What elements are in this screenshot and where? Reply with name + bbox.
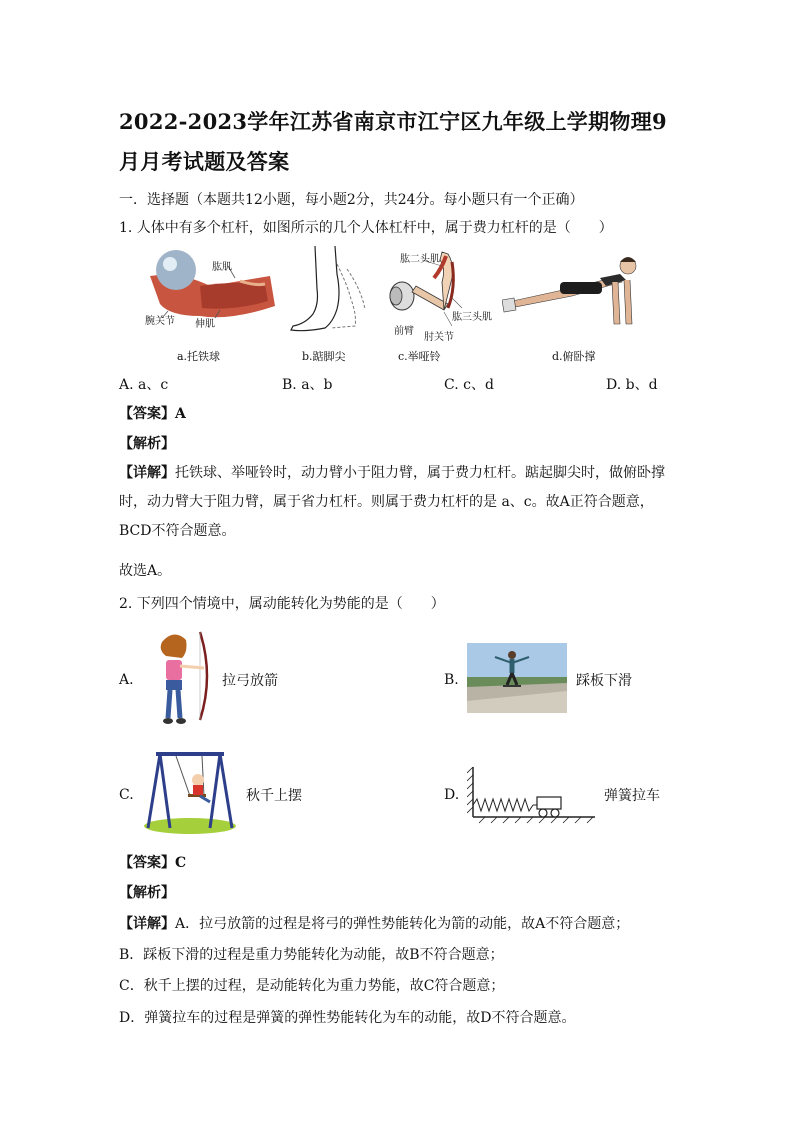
label-elbow-joint: 肘关节: [424, 332, 454, 343]
q2-option-c-letter[interactable]: C.: [119, 787, 134, 803]
swing-figure: [142, 750, 237, 835]
pushup-figure: [502, 252, 650, 332]
skateboard-photo: [467, 643, 567, 713]
q2-detail-a-text: A．拉弓放箭的过程是将弓的弹性势能转化为箭的动能，故A不符合题意；: [175, 916, 630, 932]
label-wrist-joint: 腕关节: [145, 316, 175, 327]
q1-stem: 1. 人体中有多个杠杆，如图所示的几个人体杠杆中，属于费力杠杆的是（ ）: [119, 220, 613, 236]
q1-conclusion: 故选A。: [119, 563, 172, 579]
q2-detail-c: C．秋千上摆的过程，是动能转化为重力势能，故C符合题意；: [119, 978, 505, 994]
q2-analysis: 【解析】: [119, 885, 175, 901]
q2-option-b-text: 踩板下滑: [576, 673, 632, 689]
q1-option-a[interactable]: A. a、c: [119, 377, 169, 393]
q1-answer: 【答案】A: [119, 406, 186, 422]
caption-d: d.俯卧撑: [552, 350, 596, 363]
q1-detail-text: 托铁球、举哑铃时，动力臂小于阻力臂，属于费力杠杆。踮起脚尖时，做俯卧撑时，动力臂大于阻力臂，属于省力杠杆。则属于费力杠杆的是 a、c。故A正符合题意，BCD不符合题意。: [119, 465, 665, 539]
section-heading: 一．选择题（本题共12小题，每小题2分，共24分。每小题只有一个正确）: [119, 192, 584, 208]
q2-option-c-text: 秋千上摆: [246, 788, 302, 804]
q2-option-b-letter[interactable]: B.: [444, 672, 459, 688]
q1-option-d[interactable]: D. b、d: [606, 377, 658, 393]
q2-detail-a: [119, 914, 629, 934]
q1-analysis: 【解析】: [119, 436, 175, 452]
q2-detail-tag: 【详解】: [119, 916, 175, 932]
caption-c: c.举哑铃: [398, 350, 441, 363]
label-extensor: 伸肌: [195, 319, 215, 330]
label-forearm: 前臂: [394, 326, 414, 337]
caption-b: b.踮脚尖: [302, 350, 346, 363]
q2-option-d-letter[interactable]: D.: [444, 787, 460, 803]
q2-answer: 【答案】C: [119, 855, 187, 871]
q2-option-a-letter[interactable]: A.: [119, 672, 134, 688]
q2-detail-d: D．弹簧拉车的过程是弹簧的弹性势能转化为车的动能，故D不符合题意。: [119, 1010, 576, 1026]
q2-option-a-text: 拉弓放箭: [222, 673, 278, 689]
q1-option-c[interactable]: C. c、d: [444, 377, 494, 393]
label-triceps: 肱三头肌: [452, 312, 492, 323]
tiptoe-foot-figure: [285, 244, 375, 334]
q2-stem: 2. 下列四个情境中，属动能转化为势能的是（ ）: [119, 596, 445, 612]
q2-detail-b: B．踩板下滑的过程是重力势能转化为动能，故B不符合题意；: [119, 947, 504, 963]
page-title: 2022-2023学年江苏省南京市江宁区九年级上学期物理9月月考试题及答案: [119, 109, 667, 174]
label-biceps: 肱二头肌: [400, 254, 440, 265]
archer-girl-figure: [148, 628, 213, 726]
label-muscle: 肱肌: [212, 262, 232, 273]
caption-a: a.托铁球: [177, 350, 221, 363]
q2-option-d-text: 弹簧拉车: [604, 788, 660, 804]
q1-detail-tag: 【详解】: [119, 465, 175, 481]
spring-cart-figure: [467, 763, 597, 825]
q1-option-b[interactable]: B. a、b: [282, 377, 333, 393]
q1-detail: [119, 459, 679, 546]
